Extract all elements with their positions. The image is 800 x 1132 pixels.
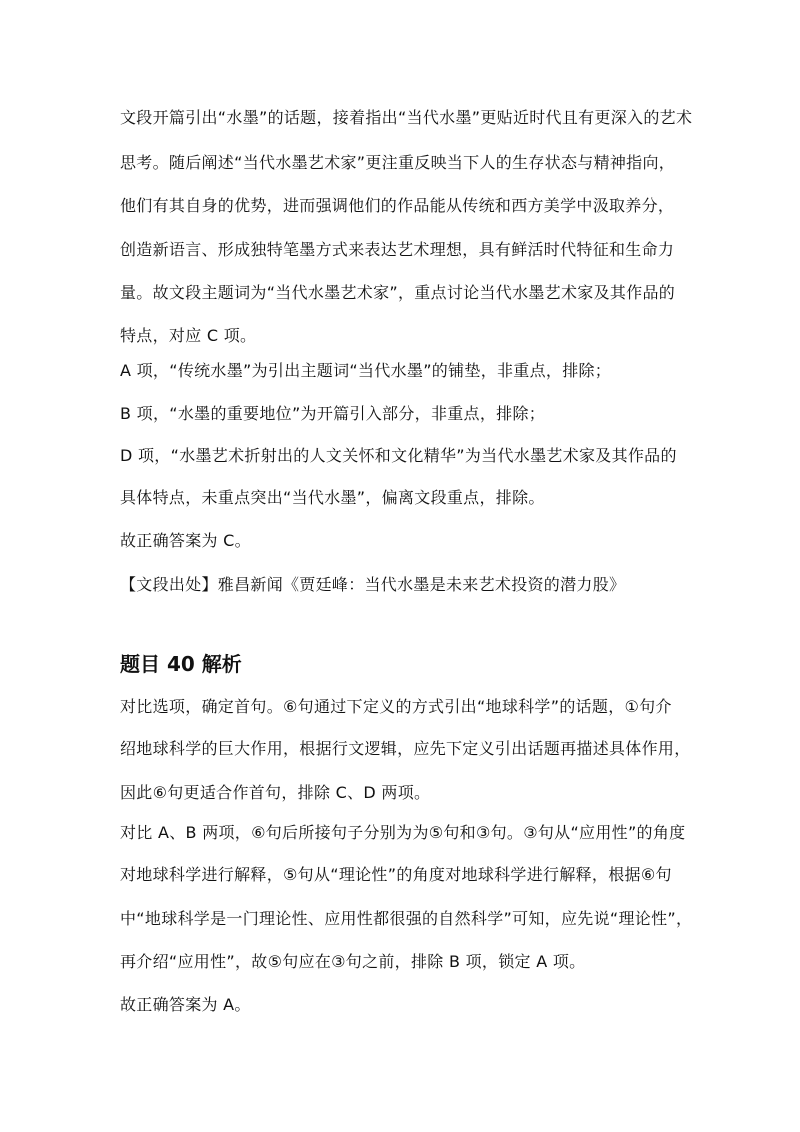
paragraph-line: D 项，“水墨艺术折射出的人文关怀和文化精华”为当代水墨艺术家及其作品的 <box>120 446 677 465</box>
paragraph-line: 绍地球科学的巨大作用，根据行文逻辑，应先下定义引出话题再描述具体作用， <box>120 739 691 758</box>
paragraph-line: 故正确答案为 A。 <box>120 995 251 1014</box>
paragraph-line: 文段开篇引出“水墨”的话题，接着指出“当代水墨”更贴近时代且有更深入的艺术 <box>120 108 693 127</box>
paragraph-line: 思考。随后阐述“当代水墨艺术家”更注重反映当下人的生存状态与精神指向， <box>120 153 676 172</box>
paragraph-line: 具体特点，未重点突出“当代水墨”，偏离文段重点，排除。 <box>120 488 545 507</box>
paragraph-line: 对地球科学进行解释，⑤句从“理论性”的角度对地球科学进行解释，根据⑥句 <box>120 865 672 884</box>
section-heading: 题目 40 解析 <box>120 652 242 676</box>
paragraph-line: 再介绍“应用性”，故⑤句应在③句之前，排除 B 项，锁定 A 项。 <box>120 952 586 971</box>
paragraph-line: 对比选项，确定首句。⑥句通过下定义的方式引出“地球科学”的话题，①句介 <box>120 697 672 716</box>
paragraph-line: 对比 A、B 两项，⑥句后所接句子分别为为⑤句和③句。③句从“应用性”的角度 <box>120 823 686 842</box>
paragraph-line: 创造新语言、形成独特笔墨方式来表达艺术理想，具有鲜活时代特征和生命力 <box>120 240 675 259</box>
paragraph-line: 量。故文段主题词为“当代水墨艺术家”，重点讨论当代水墨艺术家及其作品的 <box>120 283 676 302</box>
paragraph-line: 他们有其自身的优势，进而强调他们的作品能从传统和西方美学中汲取养分， <box>120 196 675 215</box>
paragraph-line: 故正确答案为 C。 <box>120 531 251 550</box>
paragraph-line: 中“地球科学是一门理论性、应用性都很强的自然科学”可知，应先说“理论性”， <box>120 909 693 928</box>
paragraph-line: 特点，对应 C 项。 <box>120 326 257 345</box>
paragraph-line: B 项，“水墨的重要地位”为开篇引入部分，非重点，排除； <box>120 404 546 423</box>
paragraph-line: 因此⑥句更适合作首句，排除 C、D 两项。 <box>120 783 431 802</box>
paragraph-line: A 项，“传统水墨”为引出主题词“当代水墨”的铺垫，非重点，排除； <box>120 361 612 380</box>
source-citation: 【文段出处】雅昌新闻《贾廷峰：当代水墨是未来艺术投资的潜力股》 <box>120 575 626 594</box>
